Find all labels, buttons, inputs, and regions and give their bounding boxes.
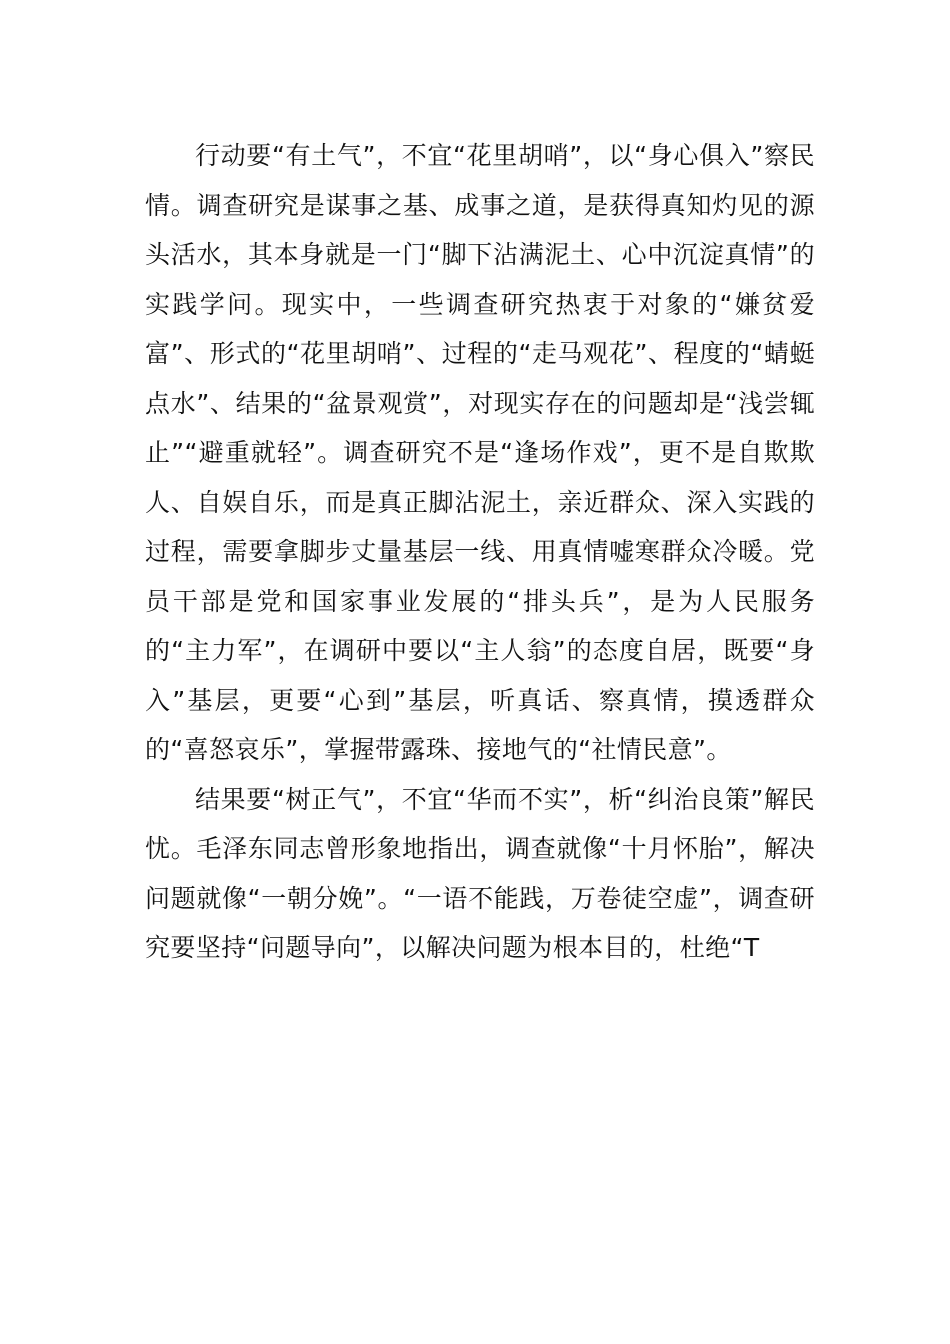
body-text [145, 131, 815, 973]
paragraph-1: 行动要“有土气”，不宜“花里胡哨”，以“身心俱入”察民情。调查研究是谋事之基、成事之道，是获得真知灼见的源头活水，其本身就是一门“脚下沾满泥土、心中沉淀真情”的实践学问。现实中，一些调查研究热衷于对象的“嫌贫爱富”、形式的“花里胡哨”、过程的“走马观花”、程度的“蜻蜓点水”、结果的“盆景观赏”，对现实存在的问题却是“浅尝辄止”“避重就轻”。调查研究不是“逢场作戏”，更不是自欺欺人、自娱自乐，而是真正脚沾泥土，亲近群众、深入实践的过程，需要拿脚步丈量基层一线、用真情嘘寒群众冷暖。党员干部是党和国家事业发展的“排头兵”，是为人民服务的“主力军”，在调研中要以“主人翁”的态度自居，既要“身入”基层，更要“心到”基层，听真话、察真情，摸透群众的“喜怒哀乐”，掌握带露珠、接地气的“社情民意”。 [145, 141, 815, 764]
paragraph-2: 结果要“树正气”，不宜“华而不实”，析“纠治良策”解民忧。毛泽东同志曾形象地指出，调查就像“十月怀胎”，解决问题就像“一朝分娩”。“一语不能践，万卷徒空虚”，调查研究要坚持“问题导向”，以解决问题为根本目的，杜绝“T [145, 784, 815, 962]
